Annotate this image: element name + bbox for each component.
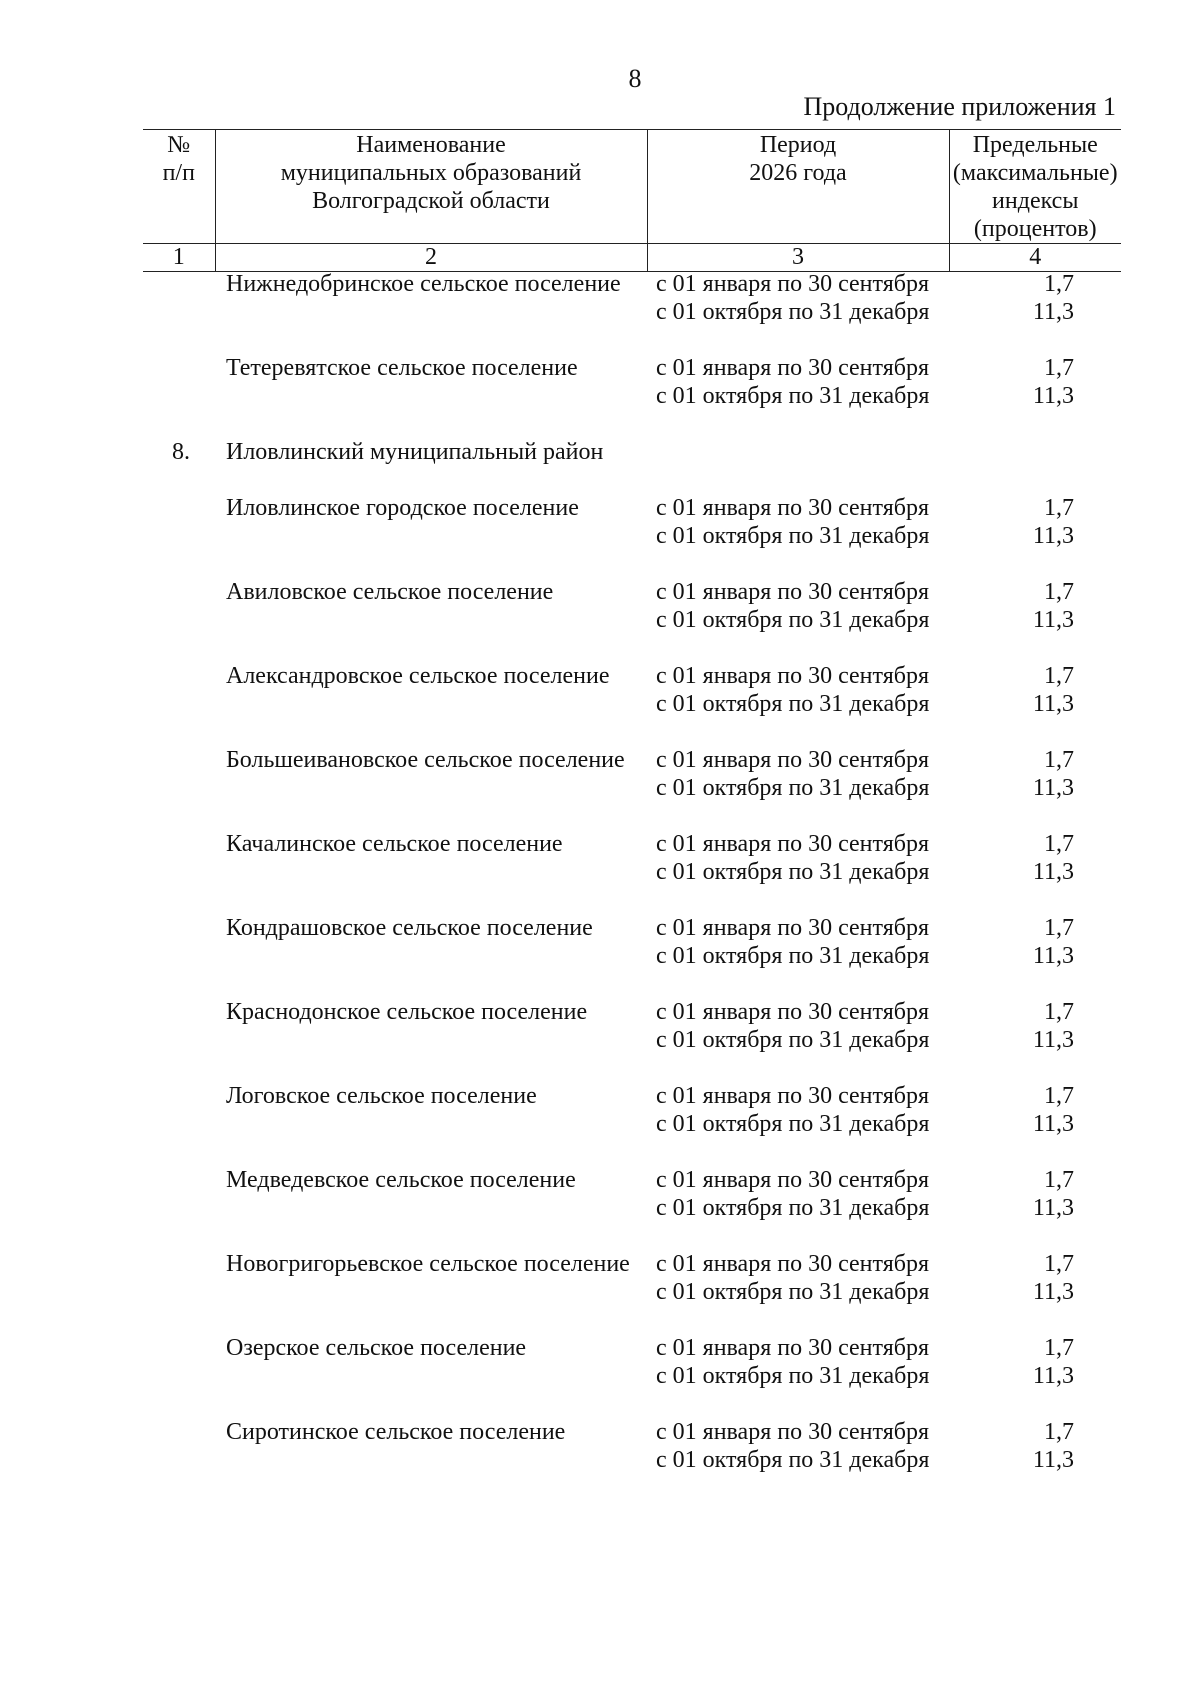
page-number: 8 (628, 64, 642, 93)
index-value: 1,7 (1044, 495, 1074, 521)
table-row (0, 494, 1200, 578)
municipality-name: Тетеревятское сельское поселение (226, 355, 578, 381)
index-cell (1033, 270, 1074, 326)
index-value: 1,7 (1044, 1251, 1074, 1277)
table-row (0, 1334, 1200, 1418)
table-row (0, 270, 1200, 354)
period-cell (656, 662, 929, 718)
index-value: 11,3 (1032, 1363, 1074, 1389)
index-value: 1,7 (1044, 1419, 1074, 1445)
period-line: с 01 октября по 31 декабря (656, 943, 930, 969)
municipality-name: Кондрашовское сельское поселение (226, 915, 593, 941)
index-value: 11,3 (1032, 691, 1074, 717)
table-row (0, 830, 1200, 914)
header-row (143, 130, 1121, 244)
period-line: с 01 октября по 31 декабря (656, 859, 930, 885)
municipality-name: Новогригорьевское сельское поселение (226, 1251, 630, 1277)
period-line: с 01 января по 30 сентября (656, 747, 929, 773)
continuation-label: Продолжение приложения 1 (803, 92, 1116, 121)
period-line: с 01 января по 30 сентября (656, 999, 929, 1025)
period-line: с 01 января по 30 сентября (656, 495, 929, 521)
header-col-index-line: (процентов) (973, 216, 1097, 242)
row-number: 8. (172, 439, 190, 465)
index-value: 11,3 (1032, 607, 1074, 633)
index-value: 1,7 (1044, 663, 1074, 689)
table-row (0, 746, 1200, 830)
index-value: 1,7 (1044, 1335, 1074, 1361)
index-value: 11,3 (1032, 1195, 1074, 1221)
index-value: 1,7 (1044, 1083, 1074, 1109)
period-cell (656, 746, 929, 802)
index-value: 1,7 (1044, 355, 1074, 381)
header-col-name (215, 130, 647, 244)
index-value: 11,3 (1032, 943, 1074, 969)
header-col-period-line: 2026 года (749, 160, 847, 186)
index-value: 1,7 (1044, 999, 1074, 1025)
period-line: с 01 января по 30 сентября (656, 663, 929, 689)
header-col-index (949, 130, 1121, 244)
table-row (0, 998, 1200, 1082)
index-value: 11,3 (1032, 775, 1074, 801)
table-row (0, 1418, 1200, 1502)
index-value: 11,3 (1032, 383, 1074, 409)
index-cell (1033, 914, 1074, 970)
index-value: 1,7 (1044, 747, 1074, 773)
period-line: с 01 октября по 31 декабря (656, 523, 930, 549)
period-cell (656, 1082, 929, 1138)
header-col-name-line: муниципальных образований (280, 160, 582, 186)
index-value: 11,3 (1032, 299, 1074, 325)
header-col-index-line: Предельные (972, 132, 1098, 158)
period-line: с 01 октября по 31 декабря (656, 1279, 930, 1305)
index-value: 1,7 (1044, 831, 1074, 857)
period-cell (656, 1250, 929, 1306)
municipality-name: Медведевское сельское поселение (226, 1167, 576, 1193)
table-row (0, 354, 1200, 438)
period-cell (656, 494, 929, 550)
header-col-number (143, 130, 215, 244)
index-cell (1033, 998, 1074, 1054)
index-value: 11,3 (1032, 859, 1074, 885)
period-line: с 01 октября по 31 декабря (656, 299, 930, 325)
table-row (0, 578, 1200, 662)
column-number: 3 (647, 244, 949, 272)
district-row (0, 438, 1200, 494)
index-value: 11,3 (1032, 523, 1074, 549)
period-cell (656, 998, 929, 1054)
period-line: с 01 января по 30 сентября (656, 355, 929, 381)
period-cell (656, 270, 929, 326)
municipality-name: Озерское сельское поселение (226, 1335, 527, 1361)
index-cell (1033, 1166, 1074, 1222)
municipality-name: Иловлинский муниципальный район (226, 439, 604, 465)
period-cell (656, 354, 929, 410)
period-line: с 01 января по 30 сентября (656, 831, 929, 857)
table-header (143, 129, 1121, 272)
column-number: 4 (949, 244, 1121, 272)
period-line: с 01 октября по 31 декабря (656, 383, 930, 409)
index-cell (1033, 578, 1074, 634)
period-line: с 01 октября по 31 декабря (656, 1027, 930, 1053)
index-cell (1033, 354, 1074, 410)
index-cell (1033, 830, 1074, 886)
index-cell (1033, 662, 1074, 718)
index-cell (1033, 1250, 1074, 1306)
header-col-index-line: (максимальные) (952, 160, 1118, 186)
index-cell (1033, 494, 1074, 550)
index-cell (1033, 1082, 1074, 1138)
header-col-index-line: индексы (992, 188, 1079, 214)
period-cell (656, 914, 929, 970)
municipality-name: Александровское сельское поселение (226, 663, 610, 689)
period-line: с 01 января по 30 сентября (656, 915, 929, 941)
municipality-name: Авиловское сельское поселение (226, 579, 554, 605)
header-col-period (647, 130, 949, 244)
header-col-name-line: Волгоградской области (312, 188, 550, 214)
table-row (0, 914, 1200, 998)
column-number: 1 (143, 244, 215, 272)
municipality-name: Логовское сельское поселение (226, 1083, 537, 1109)
period-line: с 01 октября по 31 декабря (656, 1195, 930, 1221)
index-value: 11,3 (1032, 1447, 1074, 1473)
municipality-name: Иловлинское городское поселение (226, 495, 579, 521)
index-value: 11,3 (1032, 1027, 1074, 1053)
period-line: с 01 января по 30 сентября (656, 1335, 929, 1361)
period-line: с 01 октября по 31 декабря (656, 691, 930, 717)
municipality-name: Большеивановское сельское поселение (226, 747, 625, 773)
index-value: 1,7 (1044, 915, 1074, 941)
index-value: 11,3 (1032, 1279, 1074, 1305)
index-value: 1,7 (1044, 1167, 1074, 1193)
period-cell (656, 1166, 929, 1222)
header-col-period-line: Период (759, 132, 837, 158)
municipality-name: Сиротинское сельское поселение (226, 1419, 566, 1445)
period-cell (656, 1334, 929, 1390)
period-line: с 01 января по 30 сентября (656, 1251, 929, 1277)
period-line: с 01 января по 30 сентября (656, 1167, 929, 1193)
header-col-number-line: п/п (162, 160, 195, 186)
period-line: с 01 октября по 31 декабря (656, 1363, 930, 1389)
index-value: 1,7 (1044, 579, 1074, 605)
index-value: 1,7 (1044, 271, 1074, 297)
table-row (0, 1250, 1200, 1334)
period-line: с 01 января по 30 сентября (656, 271, 929, 297)
header-col-name-line: Наименование (356, 132, 506, 158)
index-cell (1033, 1418, 1074, 1474)
header-col-number-line: № (167, 132, 191, 158)
period-line: с 01 января по 30 сентября (656, 579, 929, 605)
period-cell (656, 1418, 929, 1474)
table-body (0, 270, 1200, 1502)
table-row (0, 1166, 1200, 1250)
table-row (0, 662, 1200, 746)
period-line: с 01 января по 30 сентября (656, 1083, 929, 1109)
period-line: с 01 января по 30 сентября (656, 1419, 929, 1445)
index-value: 11,3 (1032, 1111, 1074, 1137)
municipality-name: Краснодонское сельское поселение (226, 999, 588, 1025)
municipality-name: Нижнедобринское сельское поселение (226, 271, 621, 297)
period-line: с 01 октября по 31 декабря (656, 1111, 930, 1137)
period-line: с 01 октября по 31 декабря (656, 1447, 930, 1473)
table-row (0, 1082, 1200, 1166)
index-cell (1033, 746, 1074, 802)
index-cell (1033, 1334, 1074, 1390)
period-line: с 01 октября по 31 декабря (656, 775, 930, 801)
column-number: 2 (215, 244, 647, 272)
period-cell (656, 830, 929, 886)
period-line: с 01 октября по 31 декабря (656, 607, 930, 633)
column-numbers-row (143, 244, 1121, 272)
municipality-name: Качалинское сельское поселение (226, 831, 563, 857)
period-cell (656, 578, 929, 634)
